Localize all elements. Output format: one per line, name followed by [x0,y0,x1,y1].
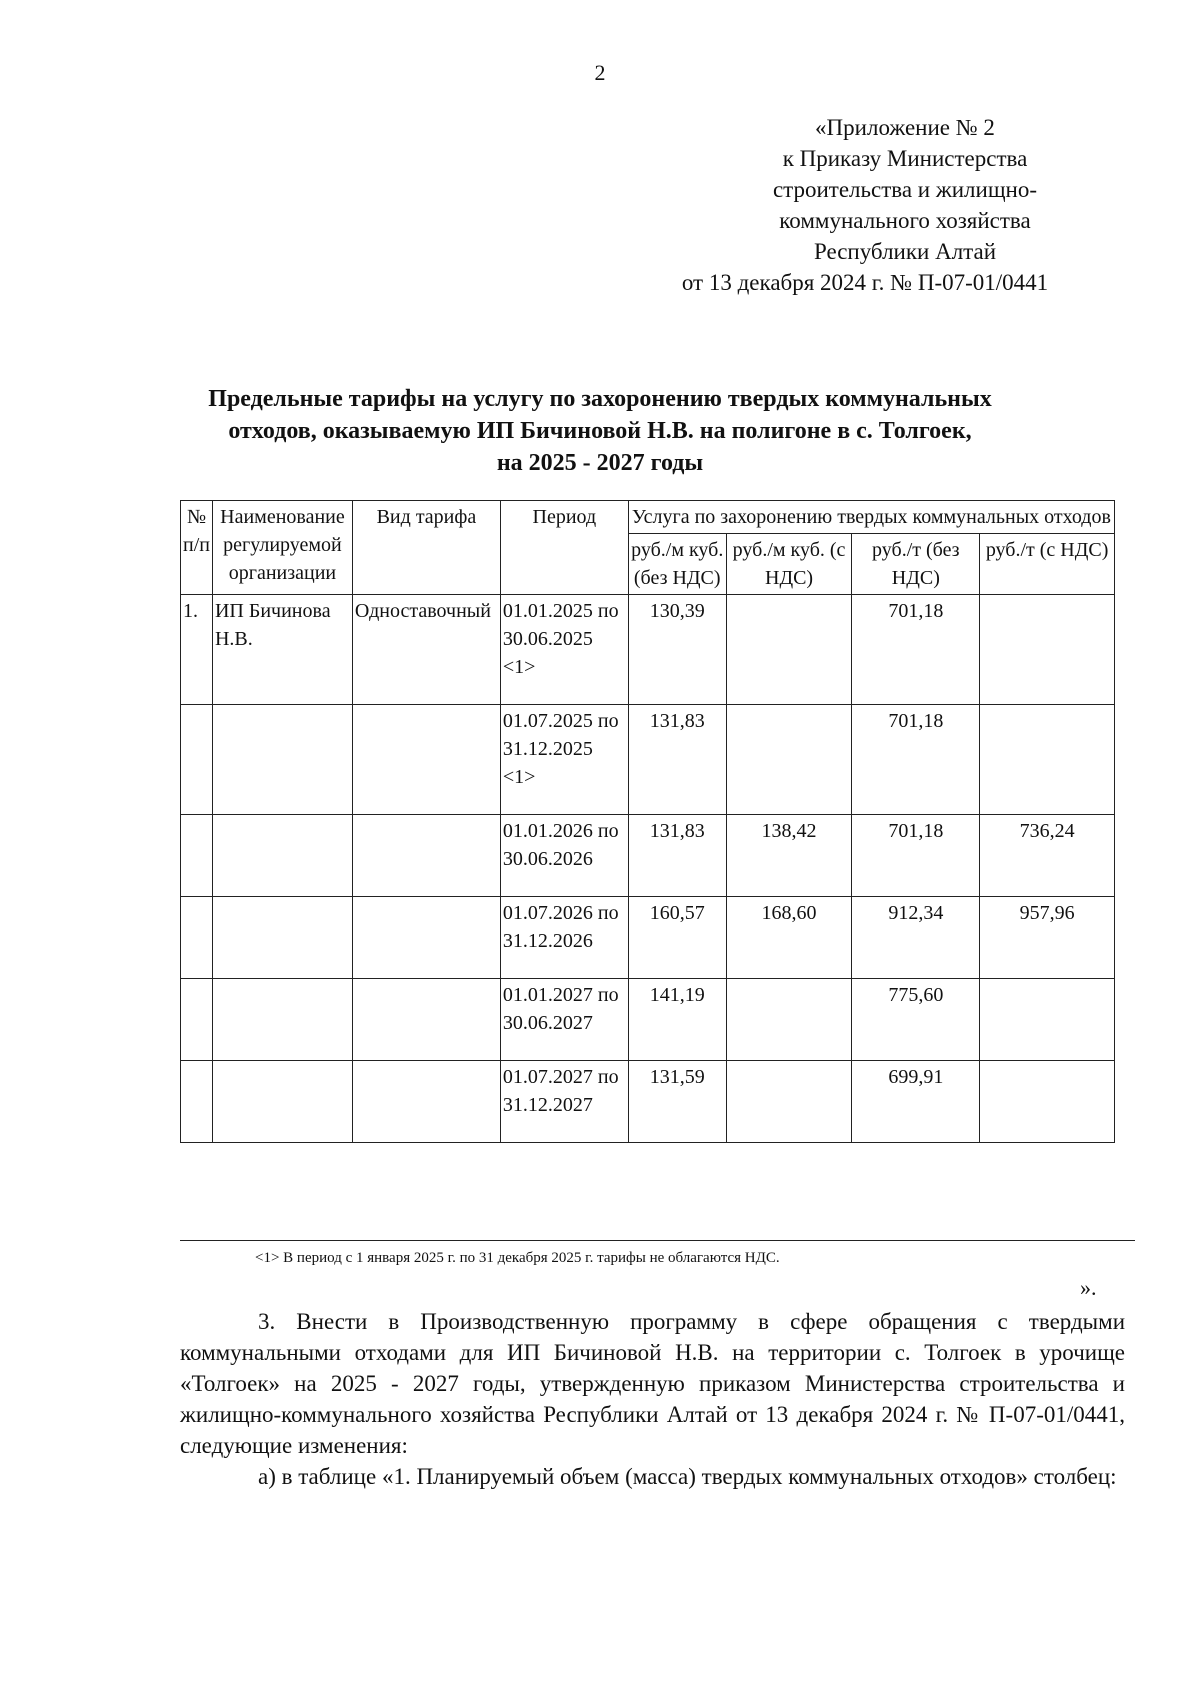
subheader-rub-t-vat: руб./т (с НДС) [980,534,1115,595]
header-service: Услуга по захоронению твердых коммунальных отходов [628,501,1114,534]
cell-value [726,1061,852,1143]
cell-num [181,979,213,1061]
cell-value [980,1061,1115,1143]
cell-value: 701,18 [852,595,980,705]
cell-value: 131,83 [628,705,726,815]
closing-quote: ». [1080,1275,1097,1300]
title-line: на 2025 - 2027 годы [496,450,704,476]
paragraph-3: 3. Внести в Производственную программу в сфере обращения с твердыми коммунальными отходами для ИП Бичиновой Н.В. на территории с. Толгоек в урочище «Толгоек» на 2025 - 2027 годы, утвержденную приказом Министерства строительства и жилищно-коммунального хозяйства Республики Алтай от 13 декабря 2024 г. № П-07-01/0441, следующие изменения: [180,1309,1125,1458]
cell-num: 1. [181,595,213,705]
appendix-line: строительства и жилищно- [772,177,1038,202]
header-org: Наименование регулируемой организации [212,501,352,595]
table-row [181,705,1115,815]
header-tariff-type: Вид тарифа [352,501,500,595]
cell-org [212,979,352,1061]
cell-num [181,705,213,815]
cell-type [352,1061,500,1143]
table-row [181,595,1115,705]
cell-value: 168,60 [726,897,852,979]
cell-value: 699,91 [852,1061,980,1143]
footnote: <1> В период с 1 января 2025 г. по 31 декабря 2025 г. тарифы не облагаются НДС. [255,1250,780,1266]
subheader-rub-m3-no-vat: руб./м куб. (без НДС) [628,534,726,595]
page-number: 2 [594,60,606,85]
appendix-line: к Приказу Министерства [782,146,1028,171]
cell-value: 141,19 [628,979,726,1061]
cell-value [726,705,852,815]
table-row [181,897,1115,979]
cell-value: 701,18 [852,705,980,815]
subheader-rub-m3-vat: руб./м куб. (с НДС) [726,534,852,595]
cell-type [352,897,500,979]
cell-type [352,815,500,897]
cell-value [980,979,1115,1061]
cell-value: 130,39 [628,595,726,705]
appendix-line: «Приложение № 2 [815,115,995,140]
table-row [181,979,1115,1061]
cell-value [726,979,852,1061]
tariffs-table [180,500,1115,1143]
cell-num [181,897,213,979]
cell-org [212,705,352,815]
header-period: Период [500,501,628,595]
cell-num [181,1061,213,1143]
table-row [181,1061,1115,1143]
cell-period: 01.07.2025 по 31.12.2025 <1> [500,705,628,815]
cell-period: 01.01.2025 по 30.06.2025 <1> [500,595,628,705]
subheader-rub-t-no-vat: руб./т (без НДС) [852,534,980,595]
cell-value: 912,34 [852,897,980,979]
cell-period: 01.01.2026 по 30.06.2026 [500,815,628,897]
table-header-row [181,501,1115,534]
cell-org: ИП Бичинова Н.В. [212,595,352,705]
appendix-line: Республики Алтай [813,239,997,264]
cell-type: Одноставочный [352,595,500,705]
title-line: Предельные тарифы на услугу по захоронению твердых коммунальных [208,386,992,412]
cell-value: 957,96 [980,897,1115,979]
cell-value [980,705,1115,815]
cell-value [726,595,852,705]
cell-value: 775,60 [852,979,980,1061]
cell-period: 01.07.2026 по 31.12.2026 [500,897,628,979]
appendix-header [681,112,1120,298]
cell-org [212,815,352,897]
document-title [160,383,1040,479]
paragraph-a: а) в таблице «1. Планируемый объем (масса) твердых коммунальных отходов» столбец: [258,1464,1117,1489]
cell-type [352,705,500,815]
title-line: отходов, оказываемую ИП Бичиновой Н.В. на полигоне в с. Толгоек, [228,418,972,444]
cell-num [181,815,213,897]
cell-org [212,897,352,979]
cell-org [212,1061,352,1143]
cell-value: 138,42 [726,815,852,897]
cell-period: 01.07.2027 по 31.12.2027 [500,1061,628,1143]
cell-value: 131,59 [628,1061,726,1143]
appendix-line: коммунального хозяйства [779,208,1031,233]
cell-value: 736,24 [980,815,1115,897]
table-row [181,815,1115,897]
cell-type [352,979,500,1061]
header-num: № п/п [181,501,213,595]
cell-value: 701,18 [852,815,980,897]
cell-value [980,595,1115,705]
cell-value: 131,83 [628,815,726,897]
appendix-line: от 13 декабря 2024 г. № П-07-01/0441 [681,270,1049,295]
cell-value: 160,57 [628,897,726,979]
footnote-divider [180,1240,1135,1241]
cell-period: 01.01.2027 по 30.06.2027 [500,979,628,1061]
